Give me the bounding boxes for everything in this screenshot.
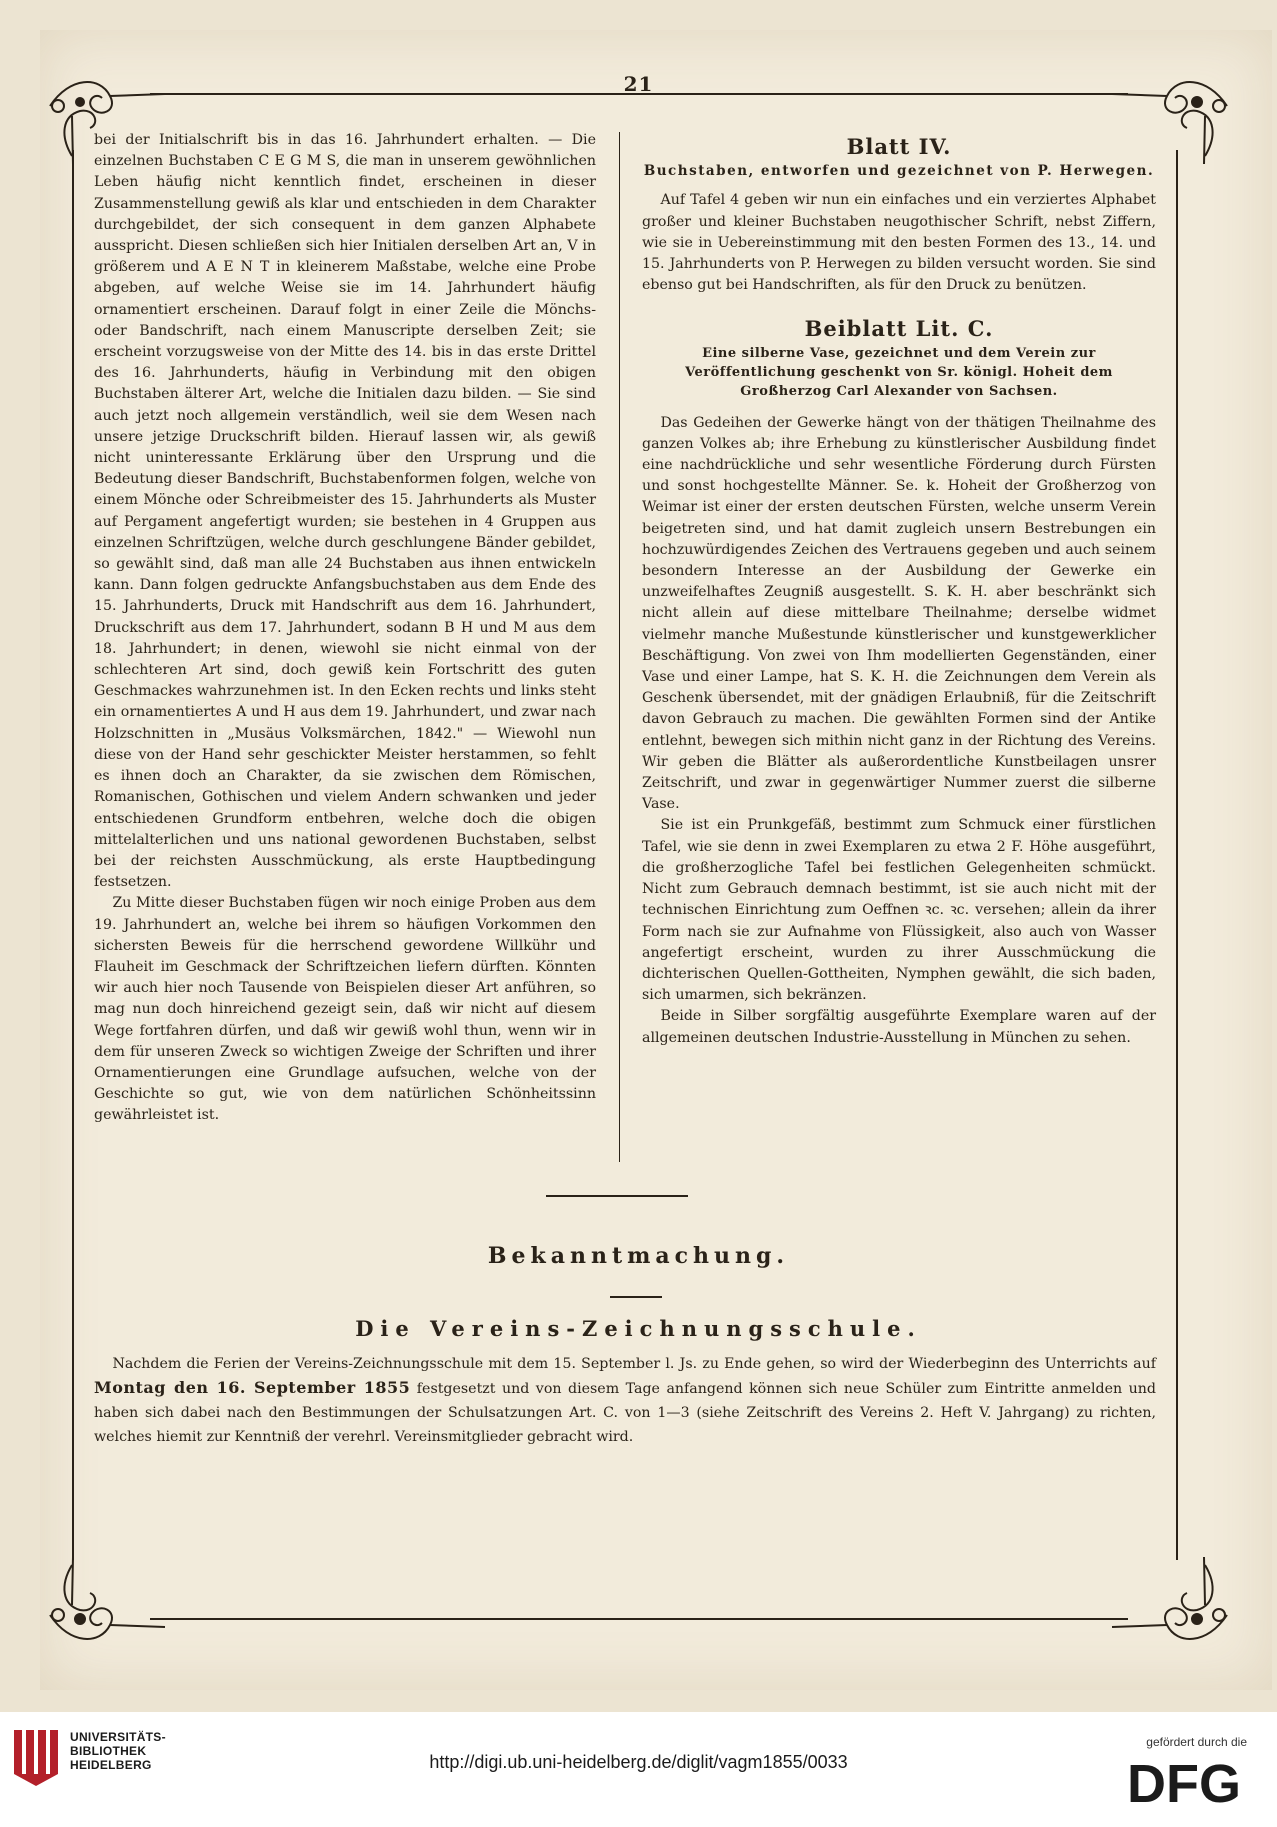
frame-right-rule bbox=[1176, 150, 1178, 1560]
dfg-logo-icon bbox=[1127, 1752, 1247, 1807]
left-paragraph-1: bei der Initialschrift bis in das 16. Jahrhundert erhalten. — Die einzelnen Buchstaben C E G M S, die man in unserem gewöhnlichen Leben häufig nicht kenntlich findet, erscheinen in dieser Zusammenstellung gewiß als klar und entschieden in dem Charakter durchgebildet, der sich consequent in dem ganzen Alphabete ausspricht. Diesen schließen sich hier Initialen derselben Art an, V in größerem und A E N T in kleinerem Maßstabe, welche eine Probe abgeben, auf welche Weise sie im 14. Jahrhundert häufig ornamentiert erscheinen. Darauf folgt in einer Zeile die Mönchs- oder Bandschrift, nach einem Manuscripte derselben Zeit; sie erscheint vorzugsweise von der Mitte des 14. bis in das erste Drittel des 16. Jahrhunderts, häufig in Verbindung mit den obigen Buchstaben älterer Art, welche die Initialen dazu bilden. — Sie sind auch jetzt noch allgemein verständlich, weil sie dem Wesen nach unsere jetzige Druckschrift bilden. Hierauf lassen wir, als gewiß nicht uninteressante Erklärung über den Ursprung und die Bedeutung dieser Bandschrift, Buchstabenformen folgen, welche von einem Mönche oder Schreibmeister des 15. Jahrhunderts als Muster auf Pergament angefertigt wurden; sie bestehen in 4 Gruppen aus einzelnen Schriftzügen, welche durch geschlungene Bänder gebildet, so gewählt sind, daß man alle 24 Buchstaben aus ihnen entwickeln kann. Dann folgen gedruckte Anfangsbuchstaben aus dem Ende des 15. Jahrhunderts, Druck mit Handschrift aus dem 16. Jahrhundert, Druckschrift aus dem 17. Jahrhundert, sodann B H und M aus dem 18. Jahrhundert; in denen, wiewohl sie nicht einmal von der schlechteren Art sind, doch gewiß kein Fortschritt des guten Geschmackes wahrzunehmen ist. In den Ecken rechts und links steht ein ornamentiertes A und H aus dem 19. Jahrhundert, und zwar nach Holzschnitten in „Musäus Volksmärchen, 1842." — Wiewohl nun diese von der Hand sehr geschickter Meister herstammen, so fehlt es ihnen doch an Charakter, da sie zwischen dem Römischen, Romanischen, Gothischen und vielem Andern schwanken und jeder entschiedenen Grundform entbehren, welche doch die obigen mittelalterlichen und uns national gewordenen Buchstaben, selbst bei der reichsten Ausschmückung, als erste Hauptbedingung festsetzen. bbox=[94, 132, 596, 891]
announcement-date: Montag den 16. September 1855 bbox=[94, 1378, 411, 1397]
frame-bottom-rule bbox=[150, 1618, 1128, 1620]
frame-left-rule bbox=[72, 150, 74, 1560]
right-column bbox=[642, 130, 1156, 1049]
beiblatt-title: Beiblatt Lit. C. bbox=[804, 316, 994, 342]
section-divider bbox=[546, 1195, 688, 1197]
announcement-text-after: festgesetzt und von diesem Tage anfangend können sich neue Schüler zum Eintritte anmelden und haben sich dabei nach den Bestimmungen der Schulsatzungen Art. C. von 1—3 (siehe Zeitschrift des Vereins 2. Heft V. Jahrgang) zu richten, welches hiemit zur Kenntniß der verehrl. Vereinsmitglieder gebracht wird. bbox=[94, 1381, 1157, 1445]
announcement-body bbox=[94, 1352, 1156, 1449]
left-paragraph-2: Zu Mitte dieser Buchstaben fügen wir noch einige Proben aus dem 19. Jahrhundert an, welche bei ihrem so häufigen Vorkommen den sichersten Beweis für die herrschend gewordene Willkühr und Flauheit im Geschmack der Schriftzeichen liefern dürften. Könnten wir auch hier noch Tausende von Beispielen dieser Art anführen, so mag nun doch hinreichend gezeigt sein, daß wir nicht auf diesem Wege fortfahren dürfen, und daß wir gewiß wohl thun, wenn wir in dem für unseren Zweck so wichtigen Zweige der Schriften und ihrer Ornamentierungen eine Grundlage aufsuchen, welche von der Geschichte so gut, wie von dem natürlichen Schönheitssinn gewährleistet ist. bbox=[94, 895, 596, 1124]
blatt-subtitle: Buchstaben, entworfen und gezeichnet von P. Herwegen. bbox=[643, 163, 1155, 180]
dfg-logo-text: DFG bbox=[1127, 1754, 1241, 1807]
right-paragraph-3: Beide in Silber sorgfältig ausgeführte Exemplare waren auf der allgemeinen deutschen Industrie-Ausstellung in München zu sehen. bbox=[642, 1008, 1156, 1046]
university-line-1: UNIVERSITÄTS- bbox=[70, 1730, 166, 1744]
university-line-2: BIBLIOTHEK bbox=[70, 1744, 147, 1758]
announcement-heading: Bekanntmachung. bbox=[487, 1243, 790, 1269]
document-url-link[interactable]: http://digi.ub.uni-heidelberg.de/diglit/vagm1855/0033 bbox=[429, 1752, 848, 1772]
left-column bbox=[94, 130, 596, 1127]
blatt-paragraph: Auf Tafel 4 geben wir nun ein einfaches und ein verziertes Alphabet großer und kleiner Buchstaben neugothischer Schrift, nebst Ziffern, wie sie in Uebereinstimmung mit den besten Formen des 13., 14. und 15. Jahrhunderts von P. Herwegen zu bilden versucht worden. Sie sind ebenso gut bei Handschriften, als für den Druck zu benützen. bbox=[642, 192, 1156, 294]
corner-ornament-bottom-right bbox=[1107, 1555, 1237, 1665]
column-divider bbox=[619, 132, 620, 1162]
page-number: 21 bbox=[623, 72, 654, 96]
right-paragraph-1: Das Gedeihen der Gewerke hängt von der thätigen Theilnahme des ganzen Volkes ab; ihre Erhebung zu künstlerischer Ausbildung findet eine nachdrückliche und sehr wesentliche Förderung durch Fürsten und sonst hochgestellte Männer. Se. k. Hoheit der Großherzog von Weimar ist einer der ersten deutschen Fürsten, welche unserm Verein beigetreten sind, und hat damit zugleich unsern Bestrebungen ein hochzuwürdigendes Zeichen des Vertrauens gegeben und auch seinem besondern Interesse an der Ausbildung der Gewerke ein unzweifelhaftes Zeugniß ausgestellt. S. K. H. aber beschränkt sich nicht allein auf diese mittelbare Theilnahme; derselbe widmet vielmehr manche Mußestunde künstlerischer und kunstgewerklicher Beschäftigung. Von zwei von Ihm modellierten Gegenständen, einer Vase und einer Lampe, hat S. K. H. die Zeichnungen dem Verein als Geschenk übersendet, mit der gnädigen Erlaubniß, für die Zeitschrift davon Gebrauch zu machen. Die gewählten Formen sind der Antike entlehnt, bewegen sich mithin nicht ganz in der Richtung des Vereins. Wir geben die Blätter als außerordentliche Kunstbeilagen unsrer Zeitschrift, und zwar in gegenwärtiger Nummer zuerst die silberne Vase. bbox=[642, 414, 1156, 813]
announcement-text-before: Nachdem die Ferien der Vereins-Zeichnungsschule mit dem 15. September l. Js. zu Ende gehen, so wird der Wiederbeginn des Unterrichts auf bbox=[112, 1356, 1156, 1372]
university-line-3: HEIDELBERG bbox=[70, 1758, 152, 1772]
funding-caption: gefördert durch die bbox=[1146, 1735, 1247, 1749]
announcement-subheading: Die Vereins-Zeichnungsschule. bbox=[355, 1316, 922, 1341]
short-divider bbox=[610, 1296, 662, 1298]
blatt-title: Blatt IV. bbox=[846, 134, 952, 159]
right-paragraph-2: Sie ist ein Prunkgefäß, bestimmt zum Schmuck einer fürstlichen Tafel, wie sie denn in zwei Exemplaren zu etwa 2 F. Höhe ausgeführt, die großherzogliche Tafel bei festlichen Gelegenheiten schmückt. Nicht zum Gebrauch demnach bestimmt, ist sie auch nicht mit der technischen Einrichtung zum Oeffnen ꝛc. ꝛc. versehen; allein da ihrer Form nach sie zur Aufnahme von Flüssigkeit, also auch von Wasser angefertigt erscheint, wurden zu ihrer Ausschmückung die dichterischen Quellen-Gottheiten, Nymphen gewählt, die sich baden, sich umarmen, sich bekränzen. bbox=[642, 817, 1156, 1004]
corner-ornament-bottom-left bbox=[40, 1555, 170, 1665]
beiblatt-subtitle: Eine silberne Vase, gezeichnet und dem Verein zur Veröffentlichung geschenkt von Sr. königl. Hoheit dem Großherzog Carl Alexander von Sachsen. bbox=[685, 345, 1113, 399]
